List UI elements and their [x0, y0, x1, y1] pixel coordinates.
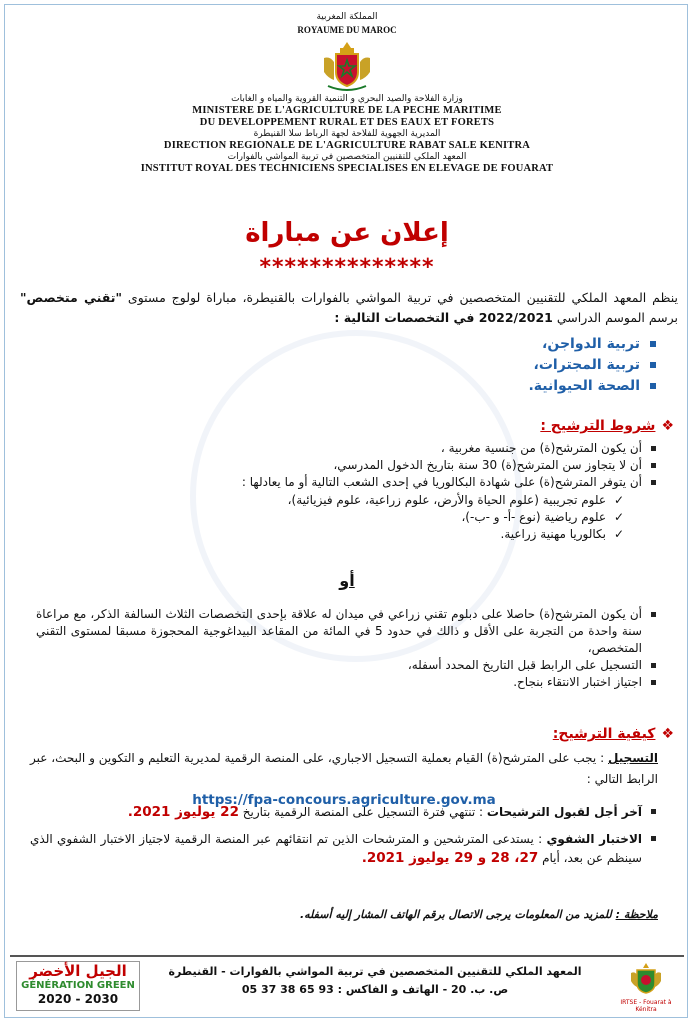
logo-caption: IRTSE - Fouarat à Kénitra — [620, 999, 672, 1013]
checkmark-icon: ✓ — [613, 527, 624, 541]
note-text: للمزيد من المعلومات يرجى الاتصال برقم الهاتف المشار إليه أسفله. — [299, 908, 612, 921]
registration-title: ❖كيفية الترشيح: — [552, 726, 674, 742]
kingdom-fr: ROYAUME DU MAROC — [297, 25, 397, 35]
specialty-item: تربية المجترات، — [356, 355, 656, 376]
checkmark-icon: ✓ — [613, 493, 624, 507]
intro-paragraph — [20, 288, 678, 328]
direction-fr: DIRECTION REGIONALE DE L'AGRICULTURE RABAT SALE KENITRA — [163, 140, 531, 151]
oral-exam-block — [30, 830, 658, 868]
footer-contact — [160, 963, 590, 999]
deadline-date: 22 يوليوز 2021. — [127, 804, 239, 820]
bac-subject-item: ✓ علوم تجريبية (علوم الحياة والأرض، علوم زراعية، علوم فيزيائية)، — [287, 493, 624, 507]
footer — [10, 955, 684, 1015]
bac-subject-item: ✓ علوم رياضية (نوع -أ- و -ب-)، — [461, 510, 624, 524]
registration-text: : يجب على المترشح(ة) القيام بعملية التسجيل الاجباري، على المنصة الرقمية لمديرية التعليم و التكوين و البحث، عبر الرابط التالي : — [30, 751, 658, 786]
institute-logo — [616, 961, 676, 1011]
oral-label: الاختبار الشفوي — [546, 832, 642, 846]
alt-condition-item: اجتياز اختبار الانتقاء بنجاح. — [36, 674, 658, 691]
intro-level: "تقني متخصص" — [20, 290, 122, 305]
note-label: ملاحظة : — [615, 908, 658, 921]
footer-institute: المعهد الملكي للتقنيين المتخصصين في تربية المواشي بالفوارات - القنيطرة — [168, 965, 582, 978]
diamond-bullet-icon: ❖ — [661, 726, 674, 742]
deadline-text: : تنتهي فترة التسجيل على المنصة الرقمية بتاريخ — [242, 805, 484, 819]
footer-address: ص. ب. 20 - الهاتف و الفاكس : 93 65 38 37 05 — [241, 983, 509, 996]
registration-paragraph — [30, 748, 658, 811]
direction-ar: المديرية الجهوية للفلاحة لجهة الرباط سلا القنيطرة — [253, 129, 441, 139]
brand-years: 2020 - 2030 — [37, 992, 119, 1006]
conditions-list — [48, 440, 658, 491]
diamond-bullet-icon: ❖ — [661, 418, 674, 434]
bullet-icon — [650, 362, 656, 368]
specialties-list — [356, 334, 656, 397]
condition-item: أن لا يتجاوز سن المترشح(ة) 30 سنة بتاريخ الدخول المدرسي، — [48, 457, 658, 474]
ministry-fr-line1: MINISTERE DE L'AGRICULTURE DE LA PECHE MARITIME — [192, 105, 502, 116]
ministry-ar: وزارة الفلاحة والصيد البحري و التنمية القروية والمياه و الغابات — [231, 94, 463, 104]
alt-condition-item: التسجيل على الرابط قبل التاريخ المحدد أسفله، — [36, 657, 658, 674]
specialty-item: الصحة الحيوانية. — [356, 376, 656, 397]
intro-year: 2022/2021 في التخصصات التالية : — [334, 310, 553, 325]
oral-dates: 27، 28 و 29 يوليوز 2021. — [361, 850, 539, 866]
bullet-icon — [650, 383, 656, 389]
checkmark-icon: ✓ — [613, 510, 624, 524]
generation-green-logo — [16, 961, 140, 1011]
title-stars: ************** — [259, 255, 435, 280]
intro-part2: برسم الموسم الدراسي — [556, 310, 678, 325]
registration-link[interactable]: https://fpa-concours.agriculture.gov.ma — [192, 792, 496, 808]
conditions-title: ❖شروط الترشيح : — [540, 418, 674, 434]
bac-subjects-list — [64, 492, 624, 543]
institute-logo-icon — [628, 961, 664, 995]
deadline-label: آخر أجل لقبول الترشيحات — [486, 805, 642, 819]
ministry-fr-line2: DU DEVELOPPEMENT RURAL ET DES EAUX ET FORETS — [199, 117, 495, 128]
registration-label: التسجيل — [608, 751, 658, 765]
condition-item: أن يتوفر المترشح(ة) على شهادة البكالوريا في إحدى الشعب التالية أو ما يعادلها : — [48, 474, 658, 491]
intro-part1: ينظم المعهد الملكي للتقنيين المتخصصين في تربية المواشي بالفوارات بالقنيطرة، مباراة لولوج مستوى — [127, 290, 678, 305]
institute-ar: المعهد الملكي للتقنيين المتخصصين في تربية المواشي بالفوارات — [227, 152, 467, 162]
bullet-icon — [650, 341, 656, 347]
announcement-title: إعلان عن مباراة — [245, 218, 449, 248]
royal-emblem-icon — [318, 38, 376, 94]
deadline-block — [30, 803, 658, 822]
brand-ar: الجيل الأخضر — [29, 962, 127, 980]
institute-fr: INSTITUT ROYAL DES TECHNICIENS SPECIALISES EN ELEVAGE DE FOUARAT — [140, 163, 554, 174]
kingdom-ar: المملكة المغربية — [316, 12, 378, 22]
alt-conditions-list — [36, 606, 658, 691]
alt-condition-item: أن يكون المترشح(ة) حاصلا على دبلوم تقني زراعي في ميدان له علاقة بإحدى التخصصات الثلاث السالفة الذكر، مع مراعاة سنة واحدة من التجربة على الأقل و ذالك في حدود 5 في المائة من المقاعد البيداغوجية المحجوزة مسبقا لمستوى التقني المتخصص، — [36, 606, 658, 657]
note — [30, 908, 658, 921]
or-label: أو — [339, 571, 355, 590]
brand-en: GÉNÉRATION GREEN — [21, 980, 135, 991]
condition-item: أن يكون المترشح(ة) من جنسية مغربية ، — [48, 440, 658, 457]
oral-text: : يستدعى المترشحين و المترشحات الذين تم انتقائهم عبر المنصة الرقمية لاجتياز الاختبار الشفوي الذي سينظم عن بعد، أيام — [30, 832, 642, 865]
specialty-item: تربية الدواجن، — [356, 334, 656, 355]
bac-subject-item: ✓ بكالوريا مهنية زراعية. — [500, 527, 624, 541]
